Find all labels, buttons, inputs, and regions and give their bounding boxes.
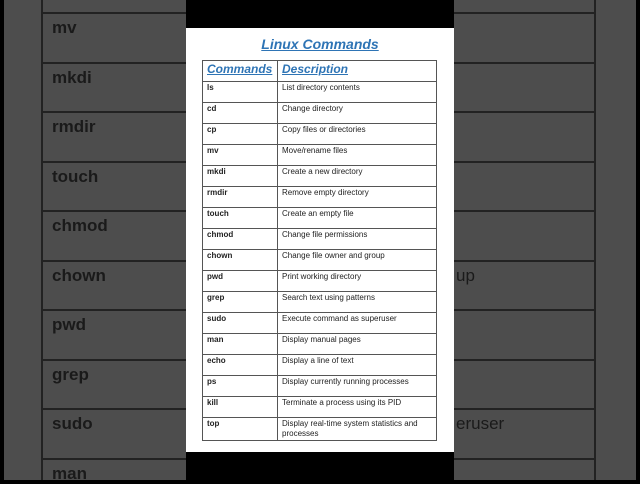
background-description-fragment: eruser (456, 414, 505, 433)
description-cell: Change directory (278, 103, 437, 124)
description-cell: Create an empty file (278, 208, 437, 229)
background-command-text: pwd (52, 315, 86, 334)
description-cell: Change file owner and group (278, 250, 437, 271)
background-row-line (454, 62, 594, 64)
background-row-line (41, 62, 186, 64)
background-row-line (41, 161, 186, 163)
description-cell: Move/rename files (278, 145, 437, 166)
background-row-line (41, 260, 186, 262)
table-row (203, 250, 437, 271)
command-cell: kill (203, 397, 278, 418)
command-cell: chown (203, 250, 278, 271)
background-row-line (41, 359, 186, 361)
description-cell: Execute command as superuser (278, 313, 437, 334)
command-cell: chmod (203, 229, 278, 250)
table-row (203, 313, 437, 334)
command-cell: ps (203, 376, 278, 397)
description-cell: Change file permissions (278, 229, 437, 250)
background-row-line (454, 260, 594, 262)
command-cell: rmdir (203, 187, 278, 208)
table-row (203, 145, 437, 166)
commands-table (202, 60, 437, 441)
background-row-line (454, 111, 594, 113)
background-row-line (454, 12, 594, 14)
table-row (203, 229, 437, 250)
header-description: Description (278, 61, 437, 82)
description-cell: Search text using patterns (278, 292, 437, 313)
background-row-line (454, 408, 594, 410)
table-row (203, 103, 437, 124)
command-cell: cd (203, 103, 278, 124)
command-cell: man (203, 334, 278, 355)
command-cell: touch (203, 208, 278, 229)
command-cell: grep (203, 292, 278, 313)
background-divider (594, 0, 596, 480)
description-cell: Print working directory (278, 271, 437, 292)
description-cell: List directory contents (278, 82, 437, 103)
description-cell: Remove empty directory (278, 187, 437, 208)
command-cell: echo (203, 355, 278, 376)
background-row-line (41, 12, 186, 14)
description-cell: Copy files or directories (278, 124, 437, 145)
table-row (203, 166, 437, 187)
background-command-text: chmod (52, 216, 108, 235)
background-command-text: grep (52, 364, 89, 384)
description-cell: Display a line of text (278, 355, 437, 376)
table-row (203, 355, 437, 376)
table-row (203, 376, 437, 397)
command-cell: ls (203, 82, 278, 103)
command-cell: top (203, 418, 278, 441)
background-row-line (454, 210, 594, 212)
table-row (203, 334, 437, 355)
background-row-line (454, 359, 594, 361)
table-row (203, 208, 437, 229)
background-command-text: sudo (52, 414, 93, 433)
description-cell: Display real-time system statistics and processes (278, 418, 437, 441)
background-row-line (454, 309, 594, 311)
page-title: Linux Commands (261, 36, 379, 52)
background-row-line (454, 161, 594, 163)
background-command-text: mkdi (52, 67, 92, 87)
background-row-line (41, 408, 186, 410)
command-cell: cp (203, 124, 278, 145)
document-page (186, 28, 454, 452)
table-row (203, 124, 437, 145)
description-cell: Display currently running processes (278, 376, 437, 397)
header-commands: Commands (203, 61, 278, 82)
table-row (203, 418, 437, 441)
table-row (203, 292, 437, 313)
background-command-text: mv (52, 18, 77, 37)
table-header-row (203, 61, 437, 82)
table-row (203, 397, 437, 418)
command-cell: mkdi (203, 166, 278, 187)
background-command-text: touch (52, 166, 99, 186)
description-cell: Create a new directory (278, 166, 437, 187)
table-row (203, 271, 437, 292)
table-row (203, 82, 437, 103)
background-row-line (454, 458, 594, 460)
background-description-fragment: up (456, 265, 475, 285)
background-row-line (41, 309, 186, 311)
background-row-line (41, 210, 186, 212)
background-command-text: chown (52, 265, 106, 285)
command-cell: pwd (203, 271, 278, 292)
background-row-line (41, 111, 186, 113)
table-row (203, 187, 437, 208)
background-command-text: rmdir (52, 117, 96, 136)
command-cell: sudo (203, 313, 278, 334)
description-cell: Display manual pages (278, 334, 437, 355)
background-command-text: man (52, 463, 87, 483)
command-cell: mv (203, 145, 278, 166)
background-row-line (41, 458, 186, 460)
description-cell: Terminate a process using its PID (278, 397, 437, 418)
